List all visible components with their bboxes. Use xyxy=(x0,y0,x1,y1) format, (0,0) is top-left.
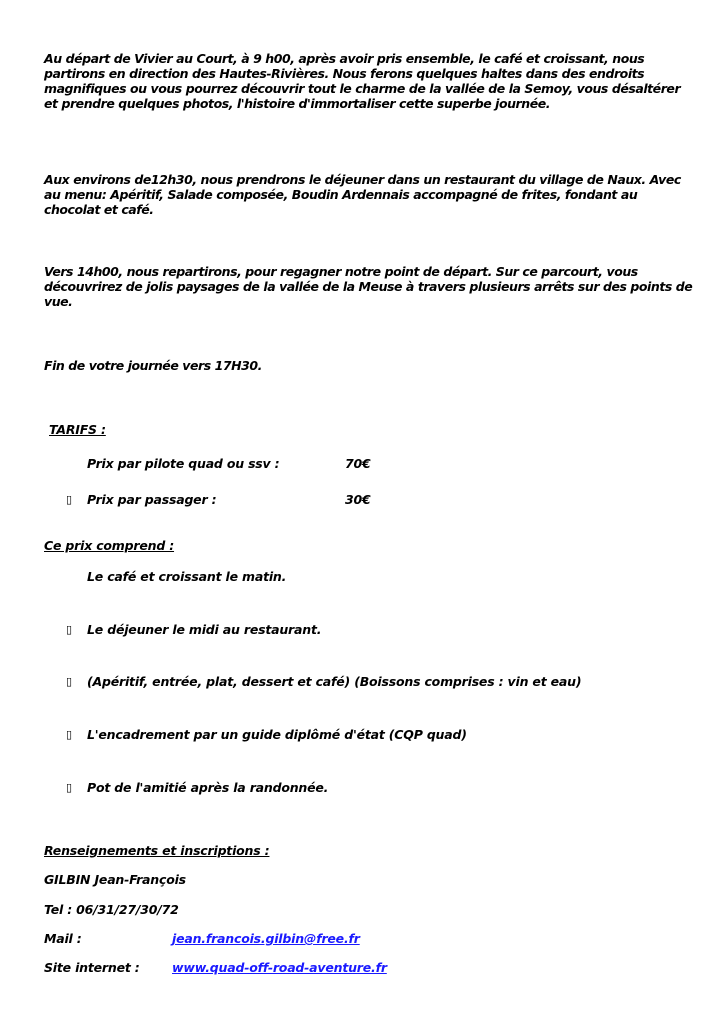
comprend-item-2: Le déjeuner le midi au restaurant. xyxy=(87,622,322,637)
comprend-item-5: Pot de l'amitié après la randonnée. xyxy=(87,780,329,795)
contact-mail-link[interactable]: jean.francois.gilbin@free.fr xyxy=(172,931,360,946)
tarif-price-pilote: 70€ xyxy=(345,456,371,471)
intro-paragraph-1: Au départ de Vivier au Court, à 9 h00, après avoir pris ensemble, le café et croissant, nous partirons en direction des Hautes-Rivières. Nous ferons quelques haltes dans des endroits magnifiques ou vous pourrez découvrir tout le charme de la vallée de la Semoy, vous désaltérer et prendre quelques photos, l'histoire d'immortaliser cette superbe journée. xyxy=(44,51,681,111)
contact-mail-label: Mail : xyxy=(44,931,82,946)
contact-title: Renseignements et inscriptions : xyxy=(44,843,270,858)
comprend-item-3: (Apéritif, entrée, plat, dessert et café) (Boissons comprises : vin et eau) xyxy=(87,674,582,689)
tarif-price-passager: 30€ xyxy=(345,492,371,507)
comprend-item-4: L'encadrement par un guide diplômé d'état (CQP quad) xyxy=(87,727,467,742)
contact-name: GILBIN Jean-François xyxy=(44,872,186,887)
contact-tel: Tel : 06/31/27/30/72 xyxy=(44,902,179,917)
bullet-icon: ▯ xyxy=(66,781,73,794)
intro-paragraph-3: Vers 14h00, nous repartirons, pour regagner notre point de départ. Sur ce parcourt, vous découvrirez de jolis paysages de la vallée de la Meuse à travers plusieurs arrêts sur des points de vue. xyxy=(44,264,693,309)
comprend-item-1: Le café et croissant le matin. xyxy=(87,569,287,584)
tarifs-title: TARIFS : xyxy=(49,422,106,437)
tarif-label-passager: Prix par passager : xyxy=(87,492,217,507)
bullet-icon: ▯ xyxy=(66,728,73,741)
intro-paragraph-4: Fin de votre journée vers 17H30. xyxy=(44,358,262,373)
contact-site-link[interactable]: www.quad-off-road-aventure.fr xyxy=(172,960,387,975)
bullet-icon: ▯ xyxy=(66,493,73,506)
tarif-label-pilote: Prix par pilote quad ou ssv : xyxy=(87,456,280,471)
comprend-title: Ce prix comprend : xyxy=(44,538,175,553)
bullet-icon: ▯ xyxy=(66,623,73,636)
intro-paragraph-2: Aux environs de12h30, nous prendrons le déjeuner dans un restaurant du village de Naux. Avec au menu: Apéritif, Salade composée, Boudin Ardennais accompagné de frites, fondant au chocolat et café. xyxy=(44,172,681,217)
contact-site-label: Site internet : xyxy=(44,960,140,975)
bullet-icon: ▯ xyxy=(66,675,73,688)
